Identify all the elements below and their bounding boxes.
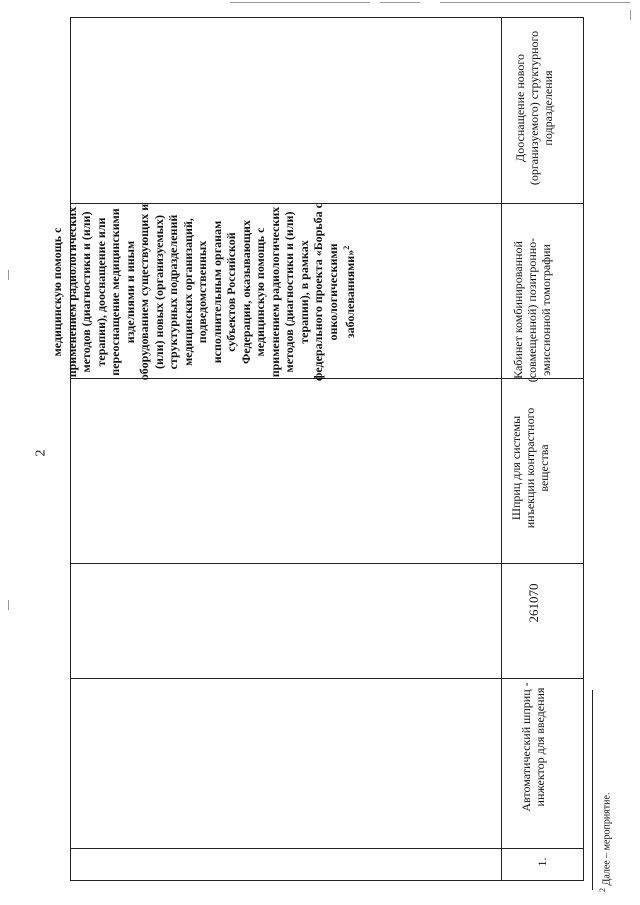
row-number: 1. xyxy=(535,857,549,867)
scan-edge-line xyxy=(230,2,370,3)
scan-edge-line xyxy=(440,2,630,3)
table-row-divider xyxy=(71,563,583,564)
table-row-divider xyxy=(71,678,583,679)
table-column-divider xyxy=(501,18,502,880)
footnote-separator xyxy=(592,690,593,890)
action-long-text: медицинскую помощь с применением радиологических методов (диагностики и (или) терапии), дооснащение или переоснащение медицинскими изделиями и иным оборудованием существующих и (или) новых (организуемых) структурных подразделений медицинских организаций, подведомственных исполнительным органам субъектов Российской Федерации, оказывающих медицинскую помощь с применением радиологических методов (диагностики и (или) терапии), в рамках федерального проекта «Борьба с онкологическими заболеваниями» xyxy=(50,203,357,381)
action-long-footnote-mark: 2 xyxy=(342,245,351,250)
scan-edge-line xyxy=(380,2,420,3)
table-row-divider xyxy=(71,848,583,849)
scan-tick xyxy=(8,270,9,280)
page-number: 2 xyxy=(33,449,49,457)
room-cell: Кабинет комбинированной (совмещенной) позитронно-эмиссионной томографии xyxy=(511,237,553,383)
scan-tick xyxy=(630,10,631,20)
component-cell: Шприц для системы инъекции контрастного вещества xyxy=(509,407,551,529)
action-long-cell xyxy=(50,202,478,382)
footnote xyxy=(598,793,612,892)
code-cell: 261070 xyxy=(526,583,541,623)
device-name-cell: Автоматический шприц - инжектор для введения xyxy=(519,682,547,812)
footnote-mark: 2 xyxy=(598,888,607,892)
scan-tick xyxy=(8,600,9,610)
equipment-table xyxy=(70,17,584,881)
action-short-cell: Дооснащение нового (организуемого) структурного подразделения xyxy=(513,30,555,186)
footnote-text: Далее – мероприятие. xyxy=(601,792,613,886)
